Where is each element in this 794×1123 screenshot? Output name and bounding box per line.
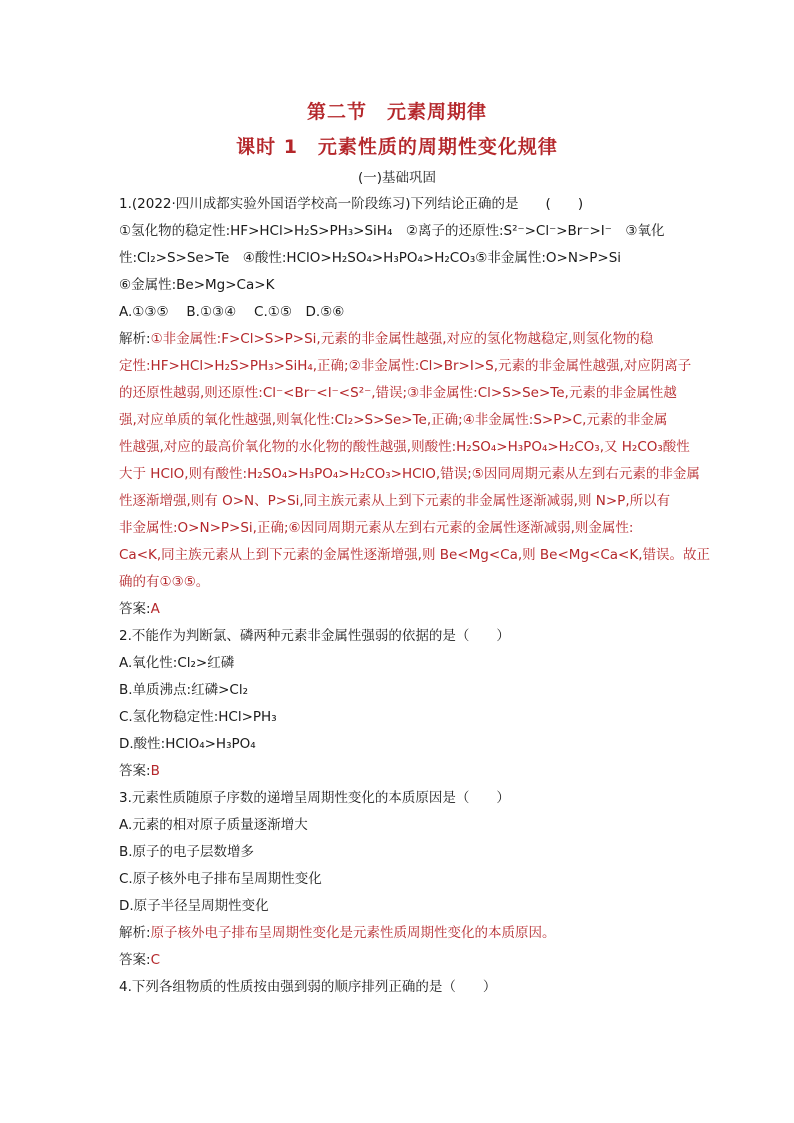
q2-option: B.单质沸点:红磷>Cl₂ <box>119 682 249 698</box>
q1-answer <box>119 596 679 623</box>
q3-stem: 3.元素性质随原子序数的递增呈周期性变化的本质原因是（ ） <box>119 790 510 806</box>
q1-analysis-line: 确的有①③⑤。 <box>119 574 210 590</box>
answer-label: 答案: <box>119 763 151 779</box>
answer-value: A <box>150 601 160 617</box>
section-title: 第二节 元素周期律 <box>306 101 487 123</box>
q1-analysis-line: 性越强,对应的最高价氧化物的水化物的酸性越强,则酸性:H₂SO₄>H₃PO₄>H₂CO₃,又 H₂CO₃酸性 <box>119 439 690 455</box>
q2-option: C.氢化物稳定性:HCl>PH₃ <box>119 709 277 725</box>
q1-analysis-line: 非金属性:O>N>P>Si,正确;⑥因同周期元素从左到右元素的金属性逐渐减弱,则金属性: <box>119 520 634 536</box>
answer-value: B <box>150 763 160 779</box>
q2-option: D.酸性:HClO₄>H₃PO₄ <box>119 736 256 752</box>
answer-label: 答案: <box>119 952 151 968</box>
analysis-text: 原子核外电子排布呈周期性变化是元素性质周期性变化的本质原因。 <box>150 925 556 941</box>
q3-option: A.元素的相对原子质量逐渐增大 <box>119 817 308 833</box>
q1-options: A.①③⑤ B.①③④ C.①⑤ D.⑤⑥ <box>119 304 345 320</box>
answer-value: C <box>150 952 160 968</box>
q1-statement-line: 性:Cl₂>S>Se>Te ④酸性:HClO>H₂SO₄>H₃PO₄>H₂CO₃⑤非金属性:O>N>P>Si <box>119 250 622 266</box>
q1-statement-line: ①氢化物的稳定性:HF>HCl>H₂S>PH₃>SiH₄ ②离子的还原性:S²⁻>Cl⁻>Br⁻>I⁻ ③氧化 <box>119 223 665 239</box>
q2-option: A.氧化性:Cl₂>红磷 <box>119 655 235 671</box>
analysis-label: 解析: <box>119 331 151 347</box>
q1-analysis-line: 的还原性越弱,则还原性:Cl⁻<Br⁻<I⁻<S²⁻,错误;③非金属性:Cl>S>Se>Te,元素的非金属性越 <box>119 385 677 401</box>
q3-option: B.原子的电子层数增多 <box>119 844 255 860</box>
q2-answer <box>119 758 679 785</box>
analysis-label: 解析: <box>119 925 151 941</box>
q1-analysis-line: 性逐渐增强,则有 O>N、P>Si,同主族元素从上到下元素的非金属性逐渐减弱,则 N>P,所以有 <box>119 493 671 509</box>
q3-analysis <box>119 920 679 947</box>
part-label: (一)基础巩固 <box>357 170 437 186</box>
analysis-text: ①非金属性:F>Cl>S>P>Si,元素的非金属性越强,对应的氢化物越稳定,则氢化物的稳 <box>150 331 654 347</box>
q3-option: C.原子核外电子排布呈周期性变化 <box>119 871 322 887</box>
q1-statement-line: ⑥金属性:Be>Mg>Ca>K <box>119 277 275 293</box>
q1-analysis-line: Ca<K,同主族元素从上到下元素的金属性逐渐增强,则 Be<Mg<Ca,则 Be<Mg<Ca<K,错误。故正 <box>119 547 710 563</box>
question-list <box>119 191 710 1001</box>
q1-analysis-line: 大于 HClO,则有酸性:H₂SO₄>H₃PO₄>H₂CO₃>HClO,错误;⑤因同周期元素从左到右元素的非金属 <box>119 466 700 482</box>
q2-stem: 2.不能作为判断氯、磷两种元素非金属性强弱的依据的是（ ） <box>119 628 510 644</box>
q4-stem: 4.下列各组物质的性质按由强到弱的顺序排列正确的是（ ） <box>119 979 497 995</box>
q3-answer <box>119 947 679 974</box>
q1-analysis-line: 定性:HF>HCl>H₂S>PH₃>SiH₄,正确;②非金属性:Cl>Br>I>S,元素的非金属性越强,对应阴离子 <box>119 358 692 374</box>
q1-stem: 1.(2022·四川成都实验外国语学校高一阶段练习)下列结论正确的是 ( ) <box>119 196 584 212</box>
answer-label: 答案: <box>119 601 151 617</box>
lesson-title: 课时 1 元素性质的周期性变化规律 <box>236 136 558 158</box>
q1-analysis-line <box>119 326 679 353</box>
q3-option: D.原子半径呈周期性变化 <box>119 898 269 914</box>
q1-analysis-line: 强,对应单质的氧化性越强,则氧化性:Cl₂>S>Se>Te,正确;④非金属性:S>P>C,元素的非金属 <box>119 412 668 428</box>
